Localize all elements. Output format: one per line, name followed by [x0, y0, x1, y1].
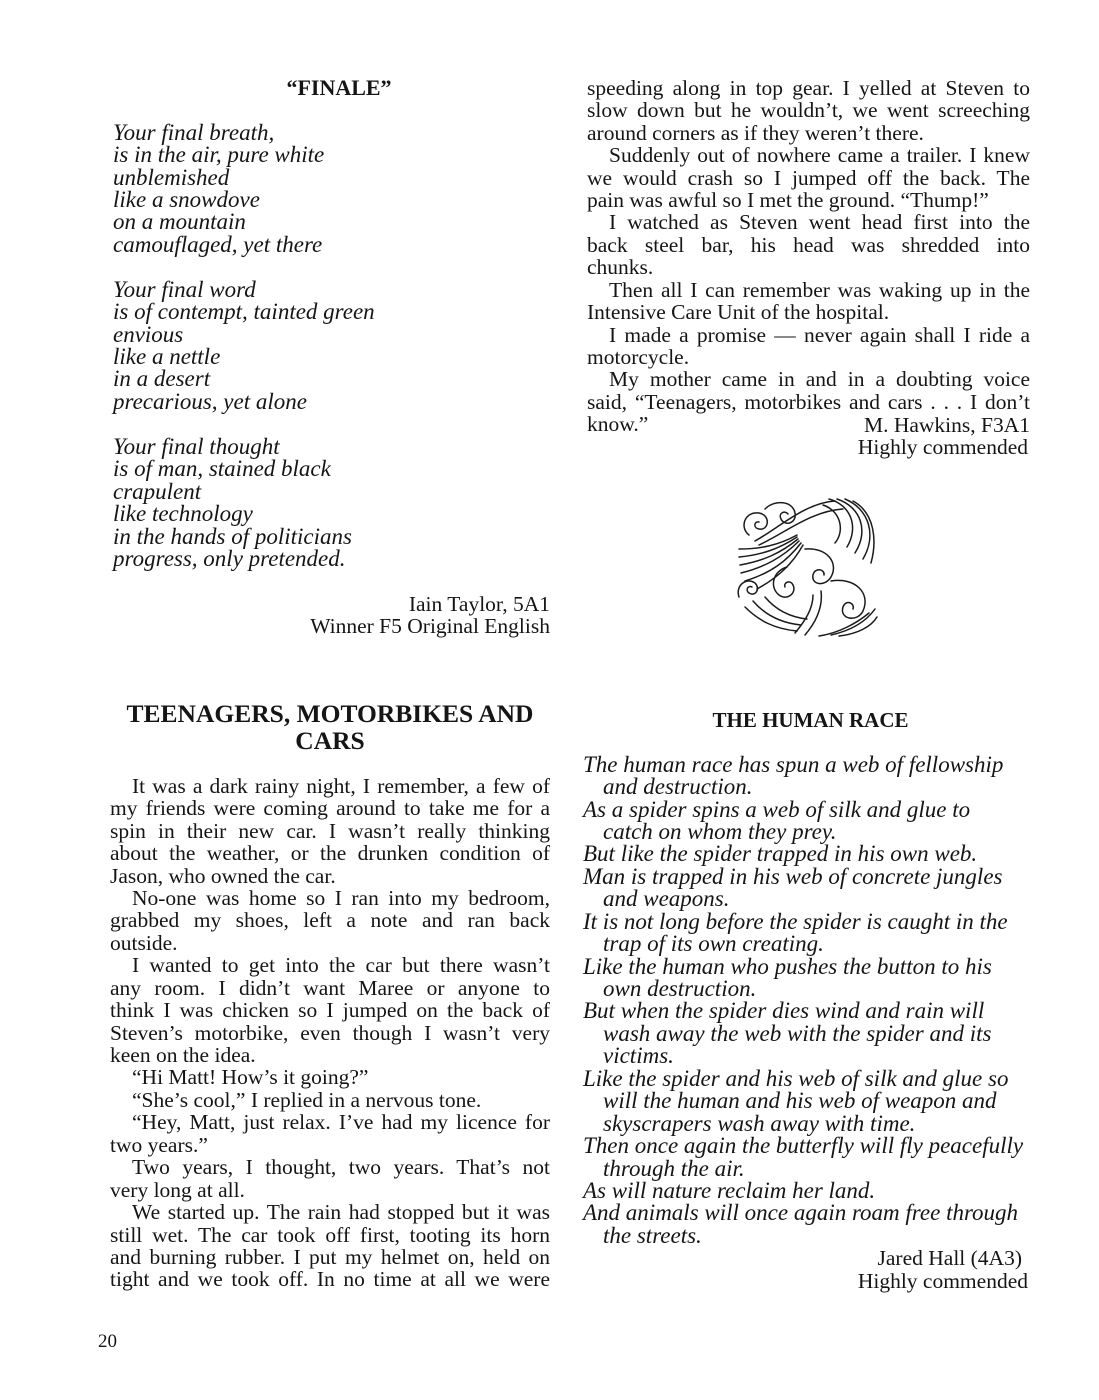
poem-line: Your final word — [113, 276, 256, 302]
story-line: two years.” — [110, 1132, 208, 1157]
story-paragraph — [587, 279, 1030, 324]
poem-stanzas — [110, 119, 550, 571]
poem-line: skyscrapers wash away with time. — [603, 1110, 916, 1136]
story-continuation — [587, 77, 1030, 458]
poem-line: on a mountain — [113, 209, 246, 235]
poem-line: precarious, yet alone — [113, 388, 307, 414]
poem-verse — [583, 1202, 1030, 1247]
human-race-poem — [583, 709, 1030, 1292]
poem-line: The human race has spun a web of fellowship — [583, 751, 1004, 777]
poem-stanza — [110, 276, 550, 414]
poem-line: through the air. — [603, 1155, 745, 1181]
poem-line: like technology — [113, 501, 253, 527]
story-line: back steel bar, his head was shredded into — [587, 232, 1030, 257]
story-line: keen on the idea. — [110, 1043, 256, 1068]
story-line: It was a dark rainy night, I remember, a few of — [132, 773, 550, 798]
story-line: “She’s cool,” I replied in a nervous tone. — [132, 1087, 482, 1112]
page-number: 20 — [98, 1331, 117, 1352]
story-paragraph — [587, 211, 1030, 278]
story-paragraph — [110, 954, 550, 1066]
story-paragraph — [110, 1111, 550, 1156]
story-article — [110, 700, 550, 1291]
story-line: My mother came in and in a doubting voice — [609, 367, 1030, 392]
poem-author: Iain Taylor, 5A1 — [408, 591, 550, 616]
poem-verse — [583, 1177, 1030, 1203]
poem-verse — [583, 1065, 1030, 1136]
poem-line: victims. — [603, 1043, 674, 1069]
story-line: spin in their new car. I wasn’t really thinking — [110, 818, 550, 843]
poem-line: like a nettle — [113, 344, 221, 370]
poem-line: But when the spider dies wind and rain will — [583, 998, 985, 1024]
poem-line: Your final thought — [113, 433, 280, 459]
story-line: I wanted to get into the car but there wasn’t — [132, 953, 550, 978]
story-paragraph — [110, 1201, 550, 1291]
poem-author: Jared Hall (4A3) — [877, 1246, 1022, 1271]
poem-line: envious — [113, 321, 184, 347]
story-title: TEENAGERS, MOTORBIKES AND CARS — [126, 698, 534, 755]
poem-line: will the human and his web of weapon and — [603, 1088, 997, 1114]
poem-verse — [583, 1000, 1030, 1067]
story-line: Then all I can remember was waking up in the — [609, 277, 1030, 302]
poem-line: the streets. — [603, 1222, 702, 1248]
poem-line: unblemished — [113, 164, 230, 190]
poem-line: crapulent — [113, 478, 202, 504]
story-line: Two years, I thought, two years. That’s not — [132, 1155, 550, 1180]
story-line: think I was chicken so I jumped on the back of — [110, 998, 550, 1023]
story-line: my friends were coming around to take me for a — [110, 796, 550, 821]
story-paragraph — [587, 324, 1030, 369]
poem-title: “FINALE” — [286, 74, 392, 100]
story-line: very long at all. — [110, 1177, 245, 1202]
story-line: Steven’s motorbike, even though I wasn’t very — [110, 1020, 550, 1045]
story-line: “Hey, Matt, just relax. I’ve had my licence for — [132, 1110, 550, 1135]
poem-verse — [583, 751, 1030, 800]
story-award: Highly commended — [857, 434, 1028, 459]
poem-stanza — [110, 433, 550, 571]
poem-line: progress, only pretended. — [113, 545, 346, 571]
poem-line: and destruction. — [603, 774, 753, 800]
story-paragraph — [110, 1089, 550, 1111]
finale-poem — [110, 74, 550, 639]
story-line: chunks. — [587, 255, 654, 280]
story-line: still wet. The car took off first, tooting its horn — [110, 1222, 550, 1247]
poem-line: is in the air, pure white — [113, 142, 325, 168]
story-paragraph — [587, 77, 1030, 144]
poem-line: is of man, stained black — [113, 456, 331, 482]
poem-verse — [583, 1135, 1030, 1180]
poem-verse — [583, 953, 1030, 1002]
poem-line: in the hands of politicians — [113, 523, 352, 549]
story-line: and burning rubber. I put my helmet on, held on — [110, 1244, 550, 1269]
poem-line: It is not long before the spider is caught in the — [583, 908, 1008, 934]
story-line: Jason, who owned the car. — [110, 863, 336, 888]
story-line: around corners as if they weren’t there. — [587, 120, 924, 145]
poem-stanza — [110, 119, 550, 257]
story-line: motorcycle. — [587, 345, 690, 370]
story-line: slow down but he wouldn’t, we went screeching — [587, 98, 1030, 123]
story-line: I watched as Steven went head first into the — [609, 210, 1030, 235]
poem-line: Your final breath, — [113, 119, 275, 145]
poem-line: trap of its own creating. — [603, 931, 824, 957]
story-line: No-one was home so I ran into my bedroom, — [132, 885, 550, 910]
poem-line: As a spider spins a web of silk and glue to — [583, 796, 971, 822]
poem-verse — [583, 796, 1030, 844]
poem-line: camouflaged, yet there — [113, 231, 323, 257]
story-line: Intensive Care Unit of the hospital. — [587, 300, 890, 325]
story-line: We started up. The rain had stopped but it was — [132, 1200, 550, 1225]
poem-line: But like the spider trapped in his own web. — [583, 841, 978, 867]
poem-line: is of contempt, tainted green — [113, 299, 375, 325]
story-paragraph — [110, 775, 550, 887]
poem-line: And animals will once again roam free through — [583, 1200, 1019, 1226]
story-line: about the weather, or the drunken condition of — [110, 841, 550, 866]
story-line: speeding along in top gear. I yelled at Steven to — [587, 75, 1030, 100]
poem-line: and weapons. — [603, 886, 730, 912]
poem-line: like a snowdove — [113, 186, 260, 212]
story-line: pain was awful so I met the ground. “Thump!” — [587, 187, 989, 212]
poem-line: As will nature reclaim her land. — [583, 1177, 876, 1203]
poem-award: Winner F5 Original English — [310, 614, 550, 639]
story-line: any room. I didn’t want Maree or anyone to — [110, 975, 550, 1000]
story-body — [110, 775, 550, 1291]
poem-verse — [583, 863, 1030, 912]
story-line: Suddenly out of nowhere came a trailer. I knew — [609, 143, 1030, 168]
poem-verse — [583, 843, 1030, 865]
story-author: M. Hawkins, F3A1 — [863, 412, 1030, 437]
story-line: tight and we took off. In no time at all we were — [110, 1267, 550, 1292]
story-paragraph — [110, 887, 550, 954]
poem-line: Like the human who pushes the button to his — [583, 953, 992, 979]
poem-line: Then once again the butterfly will fly peacefully — [583, 1133, 1024, 1159]
story-line: “Hi Matt! How’s it going?” — [132, 1065, 369, 1090]
poem-line: Man is trapped in his web of concrete jungles — [583, 863, 1003, 889]
poem-verses — [583, 751, 1030, 1248]
story-line: outside. — [110, 930, 178, 955]
story-paragraph — [587, 144, 1030, 211]
poem-line: wash away the web with the spider and its — [603, 1020, 992, 1046]
story-continuation-paragraphs — [587, 77, 1030, 436]
poem-title: THE HUMAN RACE — [712, 707, 909, 732]
story-paragraph — [110, 1066, 550, 1088]
poem-verse — [583, 908, 1030, 957]
poem-line: Like the spider and his web of silk and glue so — [583, 1065, 1009, 1091]
poem-line: in a desert — [113, 366, 211, 392]
story-line: know.” — [587, 412, 649, 437]
story-line: I made a promise — never again shall I ride a — [609, 322, 1030, 347]
poem-line: catch on whom they prey. — [603, 818, 837, 844]
story-line: said, “Teenagers, motorbikes and cars . . . I don’t — [587, 389, 1030, 414]
story-line: grabbed my shoes, left a note and ran back — [110, 908, 550, 933]
flourish-ornament-icon — [735, 497, 878, 637]
story-line: we would crash so I jumped off the back. The — [587, 165, 1030, 190]
poem-line: own destruction. — [603, 976, 757, 1002]
story-paragraph — [110, 1156, 550, 1201]
poem-award: Highly commended — [857, 1268, 1028, 1293]
